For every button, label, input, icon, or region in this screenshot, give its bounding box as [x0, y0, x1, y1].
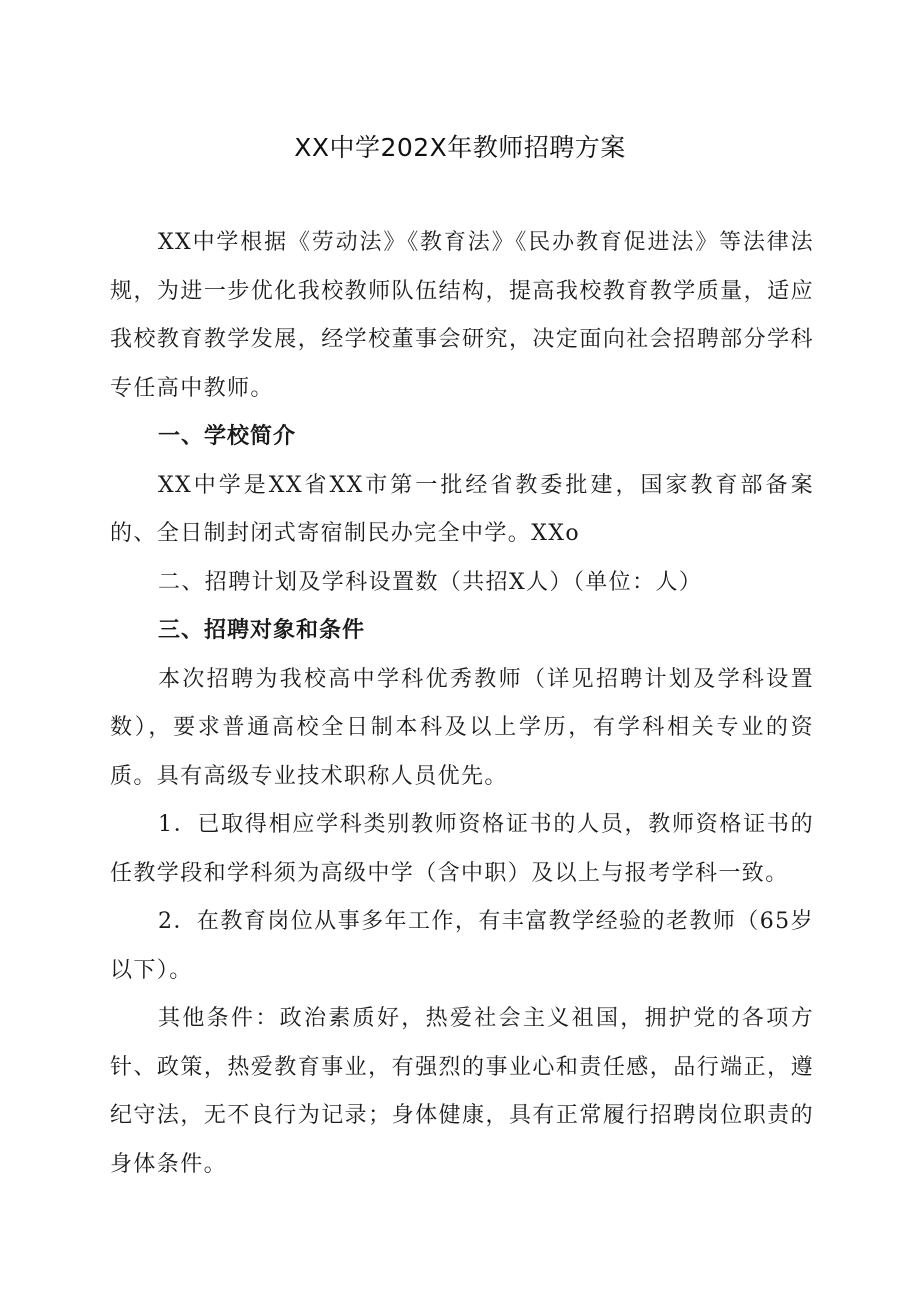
document-title: XX中学202X年教师招聘方案 — [294, 133, 626, 162]
section-heading-school-intro: 一、学校简介 — [158, 424, 297, 449]
section-heading-recruitment-conditions: 三、招聘对象和条件 — [158, 618, 366, 643]
condition-item-2: 2．在教育岗位从事多年工作，有丰富教学经验的老教师（65岁以下）。 — [110, 909, 814, 983]
school-intro-paragraph: XX中学是XX省XX市第一批经省教委批建，国家教育部备案的、全日制封闭式寄宿制民办完全中学。XXo — [110, 472, 814, 546]
conditions-paragraph: 本次招聘为我校高中学科优秀教师（详见招聘计划及学科设置数），要求普通高校全日制本科及以上学历，有学科相关专业的资质。具有高级专业技术职称人员优先。 — [110, 666, 814, 789]
document-body — [110, 219, 814, 1189]
intro-paragraph: XX中学根据《劳动法》《教育法》《民办教育促进法》等法律法规，为进一步优化我校教师队伍结构，提高我校教育教学质量，适应我校教育教学发展，经学校董事会研究，决定面向社会招聘部分学科专任高中教师。 — [110, 230, 814, 401]
condition-item-1: 1．已取得相应学科类别教师资格证书的人员，教师资格证书的任教学段和学科须为高级中学（含中职）及以上与报考学科一致。 — [110, 812, 814, 886]
section-heading-recruitment-plan: 二、招聘计划及学科设置数（共招X人）（单位：人） — [158, 569, 703, 595]
other-conditions-paragraph: 其他条件：政治素质好，热爱社会主义祖国，拥护党的各项方针、政策，热爱教育事业，有强烈的事业心和责任感，品行端正，遵纪守法，无不良行为记录；身体健康，具有正常履行招聘岗位职责的身体条件。 — [110, 1006, 814, 1177]
